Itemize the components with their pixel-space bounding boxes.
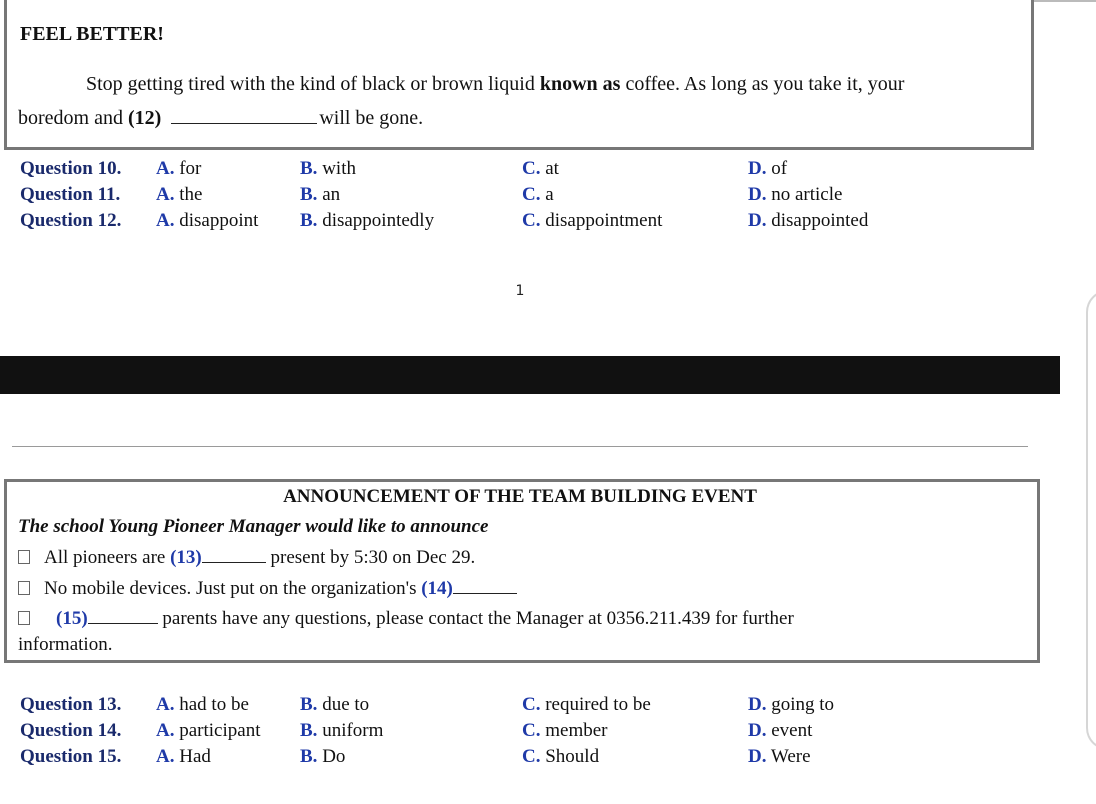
scroll-edge-decoration [1086,290,1096,750]
page-number: 1 [515,283,525,299]
announcement-item-3: (15) parents have any questions, please contact the Manager at 0356.211.439 for further [18,607,794,631]
option-a[interactable]: A. Had [156,746,211,767]
checkbox-bullet [18,581,30,595]
page-edge-line [1034,0,1096,2]
passage-line-2: boredom and (12) will be gone. [18,107,424,129]
option-d[interactable]: D. event [748,720,813,741]
option-c[interactable]: C. at [522,158,559,179]
question-row: Question 14. [20,720,122,741]
answer-blank-15[interactable] [88,607,158,624]
option-d[interactable]: D. disappointed [748,210,869,231]
option-a[interactable]: A. participant [156,720,261,741]
question-row: Question 13. [20,694,122,715]
option-b[interactable]: B. disappointedly [300,210,435,231]
question-row: Question 10. [20,158,122,179]
answer-blank-14[interactable] [453,577,517,594]
option-a[interactable]: A. disappoint [156,210,259,231]
option-d[interactable]: D. of [748,158,788,179]
option-b[interactable]: B. with [300,158,356,179]
checkbox-bullet [18,611,30,625]
announcement-item-1: All pioneers are (13) present by 5:30 on Dec 29. [18,546,475,570]
page-break-bar [0,356,1060,394]
option-a[interactable]: A. the [156,184,203,205]
question-row: Question 11. [20,184,121,205]
announcement-subtitle: The school Young Pioneer Manager would like to announce [18,516,489,537]
option-c[interactable]: C. member [522,720,608,741]
option-b[interactable]: B. due to [300,694,370,715]
option-c[interactable]: C. required to be [522,694,651,715]
option-b[interactable]: B. Do [300,746,346,767]
answer-blank-13[interactable] [202,546,266,563]
announcement-item-2: No mobile devices. Just put on the organization's (14) [18,577,517,601]
answer-blank-12[interactable] [171,107,317,124]
option-a[interactable]: A. for [156,158,202,179]
option-d[interactable]: D. no article [748,184,843,205]
option-b[interactable]: B. uniform [300,720,384,741]
option-d[interactable]: D. going to [748,694,835,715]
option-b[interactable]: B. an [300,184,341,205]
announcement-title: ANNOUNCEMENT OF THE TEAM BUILDING EVENT [283,486,757,507]
passage-title: FEEL BETTER! [20,23,164,45]
announcement-item-3-line-2: information. [18,634,113,655]
question-row: Question 15. [20,746,122,767]
question-row: Question 12. [20,210,122,231]
option-c[interactable]: C. disappointment [522,210,663,231]
option-c[interactable]: C. a [522,184,554,205]
option-a[interactable]: A. had to be [156,694,249,715]
option-c[interactable]: C. Should [522,746,600,767]
option-d[interactable]: D. Were [748,746,811,767]
passage-line-1: Stop getting tired with the kind of black or brown liquid known as coffee. As long as you take it, your [86,73,905,95]
divider [12,446,1028,447]
checkbox-bullet [18,550,30,564]
